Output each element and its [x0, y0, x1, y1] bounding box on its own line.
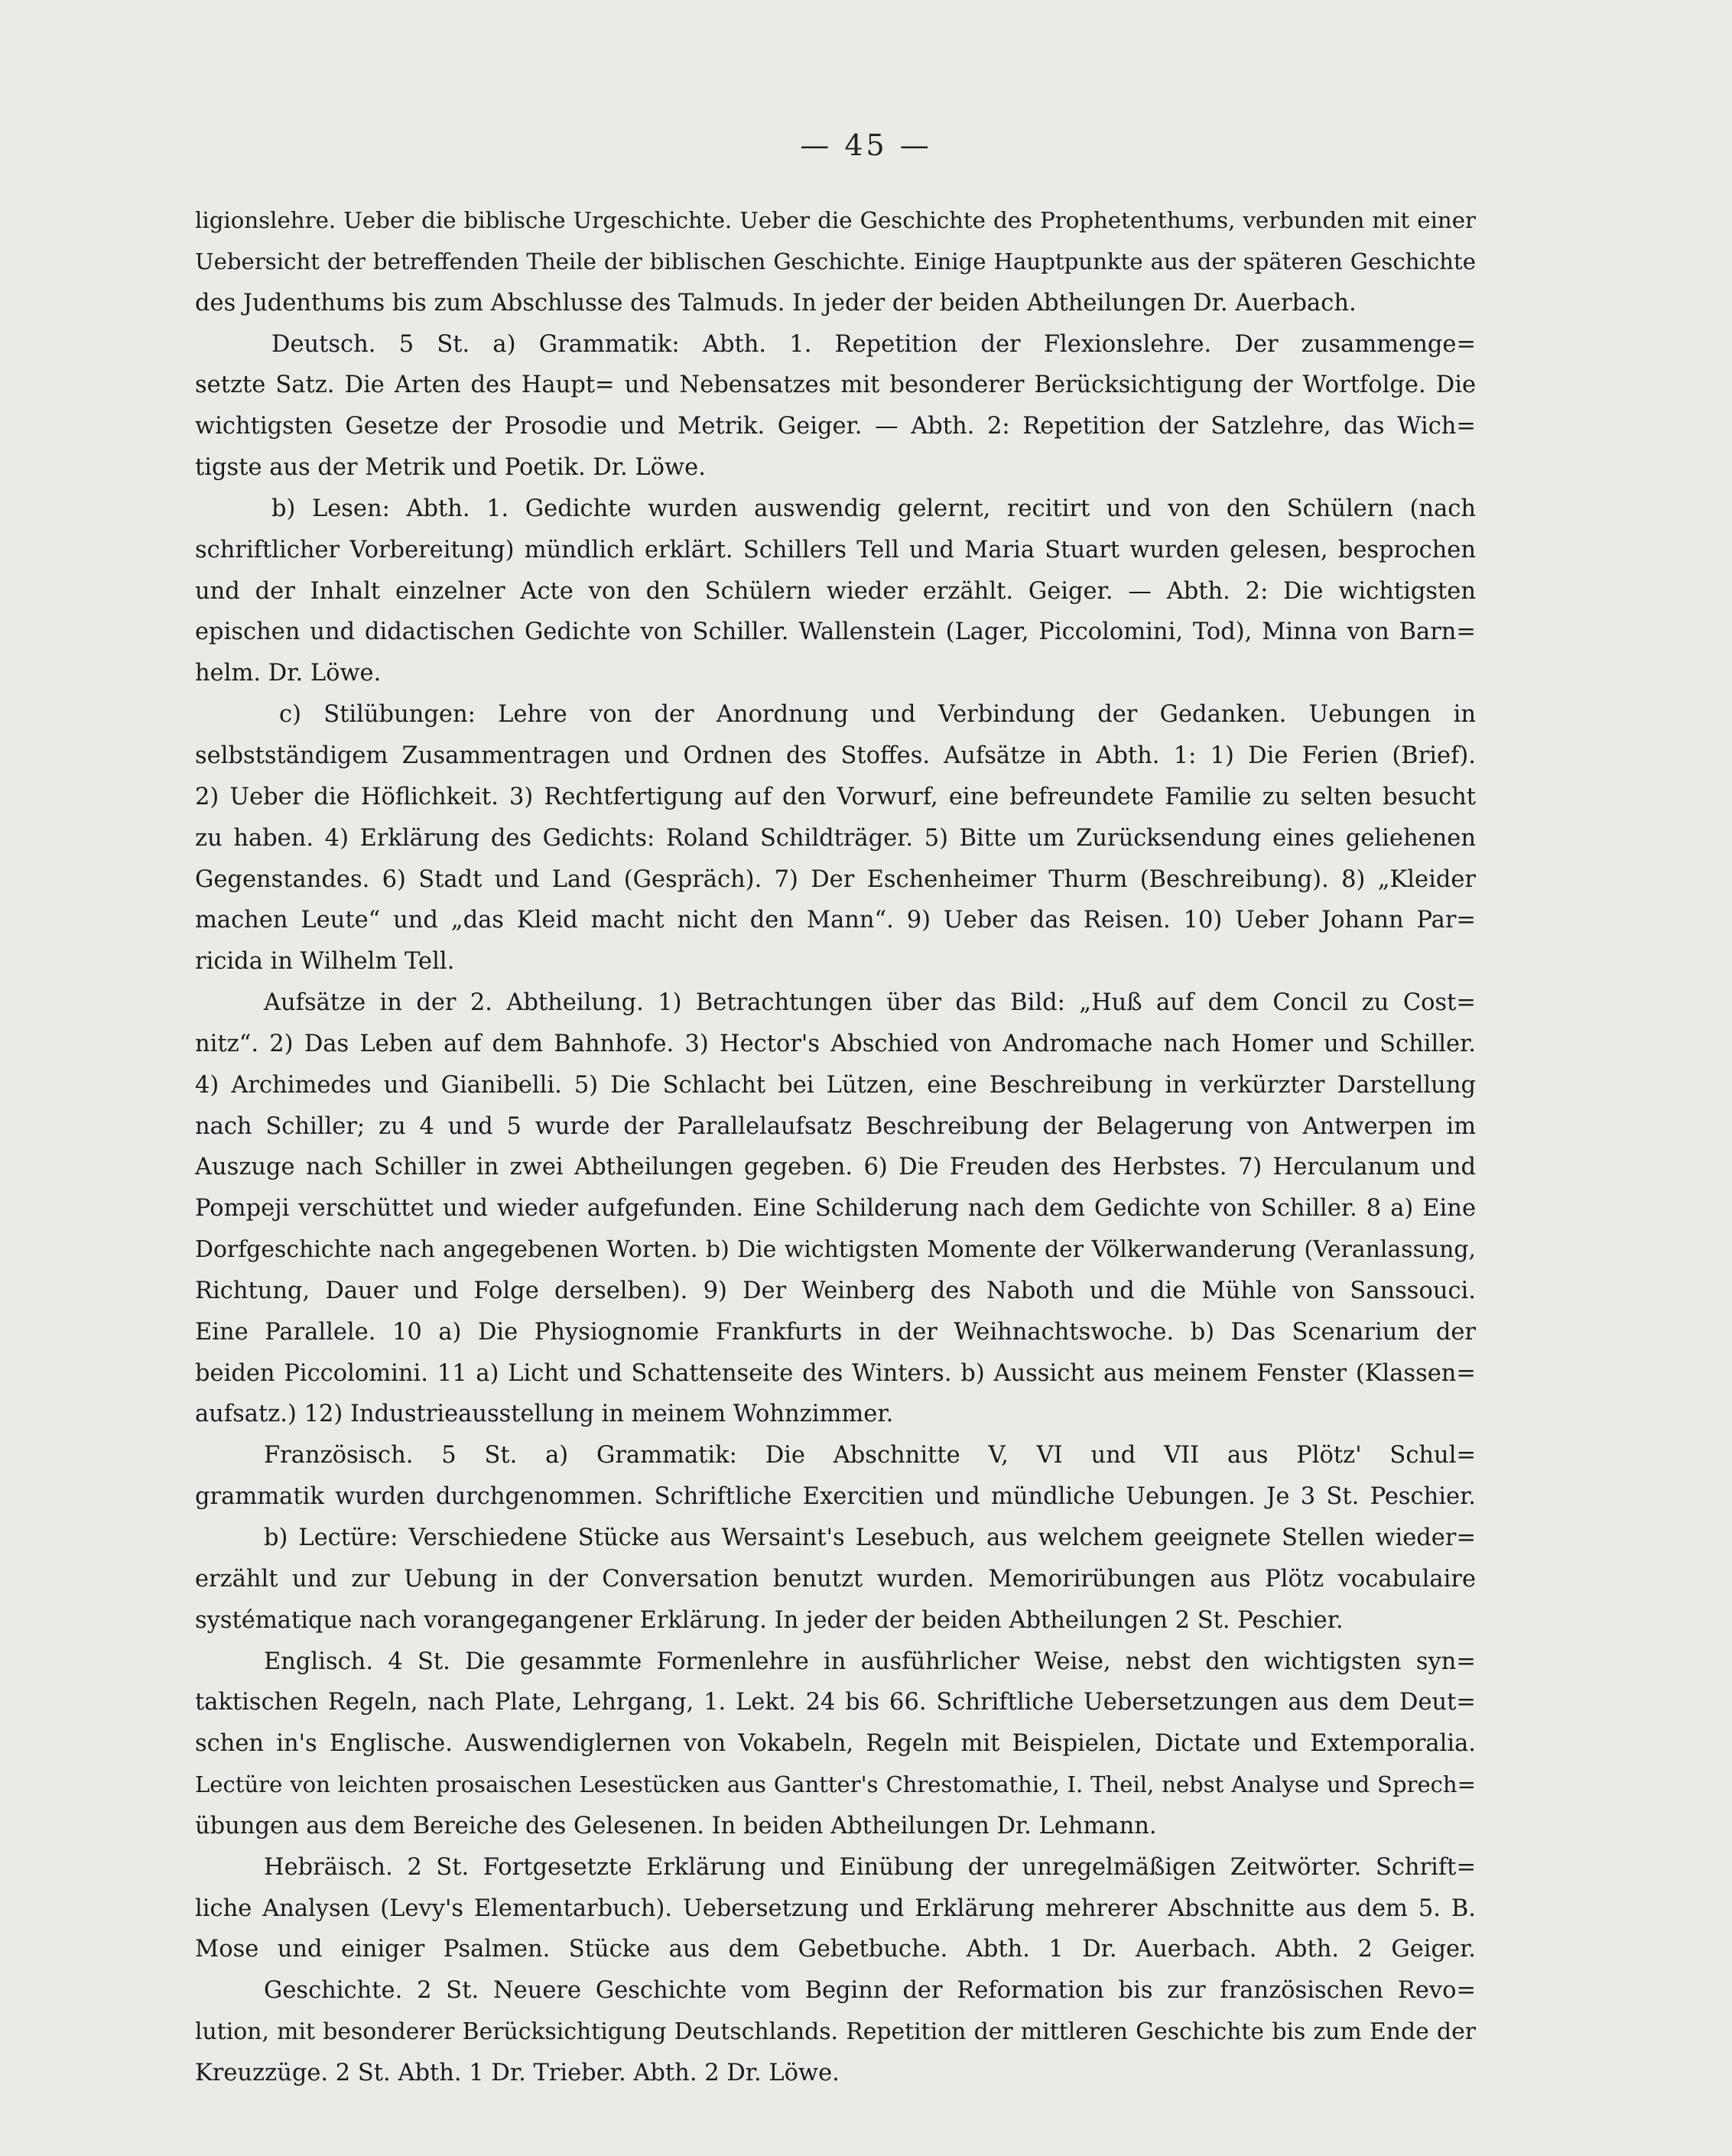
text-line: Mose und einiger Psalmen. Stücke aus dem Gebetbuche. Abth. 1 Dr. Auerbach. Abth. 2 Geiger.	[195, 1936, 1476, 1963]
text-line: beiden Piccolomini. 11 a) Licht und Schattenseite des Winters. b) Aussicht aus meinem Fenster (Klassen=	[195, 1359, 1476, 1387]
text-line: Uebersicht der betreffenden Theile der biblischen Geschichte. Einige Hauptpunkte aus der späteren Geschichte	[195, 248, 1476, 274]
text-line: des Judenthums bis zum Abschlusse des Talmuds. In jeder der beiden Abtheilungen Dr. Auerbach.	[195, 289, 1357, 317]
text-line: liche Analysen (Levy's Elementarbuch). Uebersetzung und Erklärung mehrerer Abschnitte aus dem 5. B.	[195, 1895, 1476, 1922]
text-line: Lectüre von leichten prosaischen Lesestücken aus Gantter's Chrestomathie, I. Theil, nebst Analyse und Sprech=	[195, 1771, 1476, 1798]
text-line: ligionslehre. Ueber die biblische Urgeschichte. Ueber die Geschichte des Prophetenthums, verbunden mit einer	[195, 207, 1476, 233]
text-line: Gegenstandes. 6) Stadt und Land (Gespräch). 7) Der Eschenheimer Thurm (Beschreibung). 8) „Kleider	[195, 865, 1476, 893]
text-line: lution, mit besonderer Berücksichtigung Deutschlands. Repetition der mittleren Geschichte bis zum Ende der	[195, 2018, 1476, 2046]
text-line: Richtung, Dauer und Folge derselben). 9) Der Weinberg des Naboth und die Mühle von Sanssouci.	[195, 1277, 1476, 1304]
text-line: erzählt und zur Uebung in der Conversation benutzt wurden. Memorirübungen aus Plötz vocabulaire	[195, 1565, 1476, 1593]
text-line: 2) Ueber die Höflichkeit. 3) Rechtfertigung auf den Vorwurf, eine befreundete Familie zu selten besucht	[195, 783, 1476, 810]
text-line: und der Inhalt einzelner Acte von den Schülern wieder erzählt. Geiger. — Abth. 2: Die wichtigsten	[195, 577, 1476, 605]
text-line: c) Stilübungen: Lehre von der Anordnung und Verbindung der Gedanken. Uebungen in	[279, 701, 1476, 729]
text-line: Deutsch. 5 St. a) Grammatik: Abth. 1. Repetition der Flexionslehre. Der zusammenge=	[271, 330, 1476, 358]
text-line: Hebräisch. 2 St. Fortgesetzte Erklärung und Einübung der unregelmäßigen Zeitwörter. Schrift=	[264, 1853, 1476, 1881]
text-line: Englisch. 4 St. Die gesammte Formenlehre in ausführlicher Weise, nebst den wichtigsten syn=	[264, 1648, 1476, 1675]
text-line: Eine Parallele. 10 a) Die Physiognomie Frankfurts in der Weihnachtswoche. b) Das Scenarium der	[195, 1318, 1476, 1346]
text-line: Pompeji verschüttet und wieder aufgefunden. Eine Schilderung nach dem Gedichte von Schiller. 8 a) Eine	[195, 1195, 1476, 1222]
text-line: tigste aus der Metrik und Poetik. Dr. Löwe.	[195, 454, 706, 482]
text-line: setzte Satz. Die Arten des Haupt= und Nebensatzes mit besonderer Berücksichtigung der Wortfolge. Die	[195, 372, 1476, 399]
text-line: nach Schiller; zu 4 und 5 wurde der Parallelaufsatz Beschreibung der Belagerung von Antwerpen im	[195, 1112, 1476, 1140]
text-line: wichtigsten Gesetze der Prosodie und Metrik. Geiger. — Abth. 2: Repetition der Satzlehre, das Wich=	[195, 413, 1476, 440]
text-line: Französisch. 5 St. a) Grammatik: Die Abschnitte V, VI und VII aus Plötz' Schul=	[264, 1442, 1476, 1469]
text-line: helm. Dr. Löwe.	[195, 660, 382, 687]
text-line: machen Leute“ und „das Kleid macht nicht den Mann“. 9) Ueber das Reisen. 10) Ueber Johann Par=	[195, 907, 1476, 934]
text-line: schen in's Englische. Auswendiglernen von Vokabeln, Regeln mit Beispielen, Dictate und Extemporalia.	[195, 1730, 1476, 1758]
text-line: Geschichte. 2 St. Neuere Geschichte vom Beginn der Reformation bis zur französischen Revo=	[264, 1977, 1476, 2005]
text-line: übungen aus dem Bereiche des Gelesenen. In beiden Abtheilungen Dr. Lehmann.	[195, 1812, 1157, 1839]
text-line: systématique nach vorangegangener Erklärung. In jeder der beiden Abtheilungen 2 St. Peschier.	[195, 1606, 1344, 1634]
text-line: taktischen Regeln, nach Plate, Lehrgang, 1. Lekt. 24 bis 66. Schriftliche Uebersetzungen aus dem Deut=	[195, 1689, 1476, 1716]
text-line: Dorfgeschichte nach angegebenen Worten. b) Die wichtigsten Momente der Völkerwanderung (Veranlassung,	[195, 1236, 1476, 1264]
text-line: grammatik wurden durchgenommen. Schriftliche Exercitien und mündliche Uebungen. Je 3 St. Peschier.	[195, 1483, 1476, 1511]
text-line: zu haben. 4) Erklärung des Gedichts: Roland Schildträger. 5) Bitte um Zurücksendung eines geliehenen	[195, 824, 1476, 852]
text-line: selbstständigem Zusammentragen und Ordnen des Stoffes. Aufsätze in Abth. 1: 1) Die Ferien (Brief).	[195, 742, 1476, 769]
body-text	[195, 200, 1476, 2094]
text-line: schriftlicher Vorbereitung) mündlich erklärt. Schillers Tell und Maria Stuart wurden gelesen, besprochen	[195, 536, 1476, 563]
text-line: epischen und didactischen Gedichte von Schiller. Wallenstein (Lager, Piccolomini, Tod), Minna von Barn=	[195, 619, 1476, 646]
text-line: ricida in Wilhelm Tell.	[195, 948, 455, 976]
text-line: Aufsätze in der 2. Abtheilung. 1) Betrachtungen über das Bild: „Huß auf dem Concil zu Cost=	[264, 989, 1476, 1017]
text-line: nitz“. 2) Das Leben auf dem Bahnhofe. 3) Hector's Abschied von Andromache nach Homer und Schiller.	[195, 1030, 1476, 1057]
text-line: aufsatz.) 12) Industrieausstellung in meinem Wohnzimmer.	[195, 1401, 894, 1428]
text-line: b) Lesen: Abth. 1. Gedichte wurden auswendig gelernt, recitirt und von den Schülern (nach	[271, 495, 1476, 522]
text-line: Auszuge nach Schiller in zwei Abtheilungen gegeben. 6) Die Freuden des Herbstes. 7) Herculanum und	[195, 1154, 1476, 1181]
text-line: Kreuzzüge. 2 St. Abth. 1 Dr. Trieber. Abth. 2 Dr. Löwe.	[195, 2059, 840, 2086]
text-line: b) Lectüre: Verschiedene Stücke aus Wersaint's Lesebuch, aus welchem geeignete Stellen wieder=	[264, 1524, 1476, 1551]
page-number: — 45 —	[800, 128, 932, 162]
text-line: 4) Archimedes und Gianibelli. 5) Die Schlacht bei Lützen, eine Beschreibung in verkürzter Darstellung	[195, 1071, 1476, 1099]
